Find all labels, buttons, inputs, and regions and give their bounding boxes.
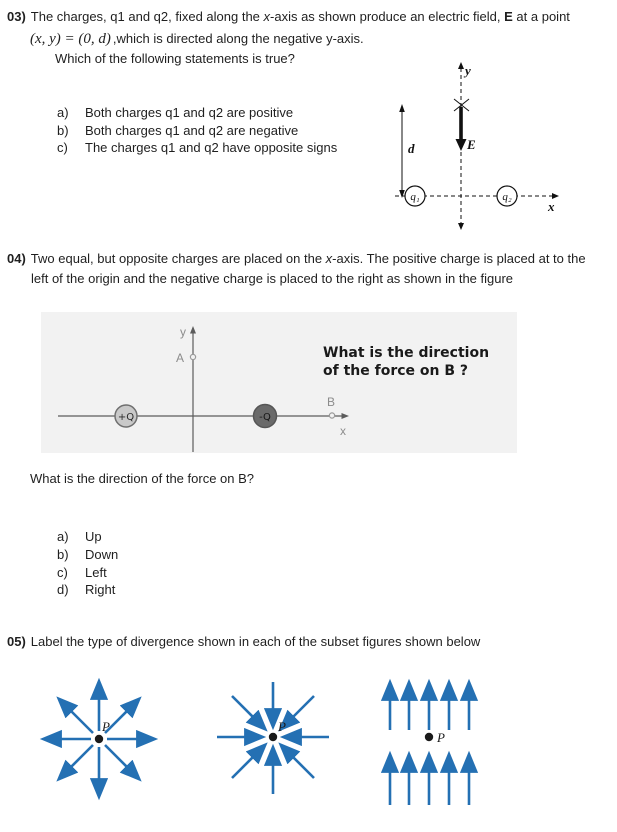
d-measure-label: d <box>408 141 415 156</box>
fig4-y-axis-arrowhead <box>190 326 196 334</box>
q03-text-3: at a point <box>512 9 570 24</box>
q03-field-diagram <box>393 60 565 232</box>
fig4-point-B-marker <box>329 413 334 418</box>
q04-option-a <box>57 529 118 547</box>
point-P-label: P <box>102 719 110 734</box>
fig4-point-B-label: B <box>327 395 336 409</box>
arrow-down-left <box>60 745 93 778</box>
q03-option-b-text: Both charges q1 and q2 are negative <box>85 122 299 138</box>
q03-text-E-bold: E <box>504 9 513 24</box>
arrow-up-left <box>60 700 93 733</box>
fig4-question-line2: of the force on B ? <box>323 363 469 379</box>
point-P-dot <box>95 735 103 743</box>
fig4-question-line1: What is the direction <box>323 345 490 361</box>
q04-figure-canvas <box>41 312 517 453</box>
q04-text-1: Two equal, but opposite charges are placed on the <box>30 251 326 266</box>
q03-text-4: ,which is directed along the negative y-axis. <box>112 31 364 46</box>
q03-option-c-label: c) <box>57 140 68 155</box>
arrow-from-top-right <box>282 696 314 728</box>
q03-option-a <box>57 105 337 123</box>
q04-line1 <box>7 250 586 267</box>
arrow-from-bottom-left <box>232 746 264 778</box>
q03-text-2: -axis as shown produce an electric field, <box>270 9 505 24</box>
fig4-y-axis-label: y <box>180 325 186 339</box>
E-vector-label: E <box>467 137 476 152</box>
y-axis-label: y <box>465 63 471 78</box>
fig4-negative-charge-label: -Q <box>259 412 271 423</box>
q04-text-2: -axis. The positive charge is placed at to the <box>332 251 586 266</box>
q05-figure-uniform-field <box>380 669 484 810</box>
q03-math-expression: (x, y) = (0, d) <box>30 31 111 47</box>
fig4-question-text <box>323 344 513 380</box>
fig4-point-A-label: A <box>176 351 185 365</box>
fig4-point-A-marker <box>190 354 195 359</box>
q04-option-c <box>57 565 118 583</box>
q04-option-d <box>57 582 118 600</box>
q04-option-d-label: d) <box>57 582 69 598</box>
fig4-x-axis-arrowhead <box>342 413 350 419</box>
q05-text: Label the type of divergence shown in each of the subset figures shown below <box>30 634 481 649</box>
x-axis-label: x <box>548 199 555 214</box>
point-P-label: P <box>278 719 286 734</box>
q04-number: 04) <box>7 251 26 266</box>
fig4-x-axis-label: x <box>340 424 346 438</box>
fig4-positive-charge-label: +Q <box>117 412 135 423</box>
q04-charges-figure <box>41 312 517 453</box>
q03-option-c <box>57 140 337 158</box>
q05-number: 05) <box>7 634 26 649</box>
q04-option-a-text: Up <box>85 529 102 544</box>
charge-q2-label: q₂ <box>502 191 512 203</box>
q03-option-a-label: a) <box>57 105 69 120</box>
q03-text-1: The charges, q1 and q2, fixed along the <box>30 9 264 24</box>
q03-number: 03) <box>7 9 26 24</box>
arrow-from-bottom-right <box>282 746 314 778</box>
q04-option-b <box>57 547 118 565</box>
q05-figure-sink-field <box>208 669 338 809</box>
y-axis-down-arrowhead <box>458 223 464 230</box>
q04-text-x-italic: x <box>325 251 333 266</box>
point-P-dot <box>425 733 433 741</box>
d-measure-bottom-arrowhead <box>399 190 405 198</box>
q04-line2: left of the origin and the negative charge is placed to the right as shown in the figure <box>31 271 514 286</box>
q04-option-b-label: b) <box>57 546 69 562</box>
q03-line2 <box>30 30 364 48</box>
q05-figure-source-field <box>35 671 165 807</box>
q04-option-b-text: Down <box>85 546 119 562</box>
uniform-arrows-bottom-row <box>390 756 469 805</box>
q05-line1 <box>7 633 480 650</box>
q03-option-b <box>57 123 337 141</box>
arrow-from-top-left <box>232 696 264 728</box>
q03-text-x-italic: x <box>263 9 271 24</box>
q04-options <box>57 529 118 600</box>
point-P-dot <box>269 733 277 741</box>
q03-options <box>57 105 337 158</box>
uniform-arrows-top-row <box>390 684 469 730</box>
q04-option-c-label: c) <box>57 564 68 580</box>
q04-question: What is the direction of the force on B? <box>30 471 255 486</box>
q04-option-d-text: Right <box>85 582 116 598</box>
q04-option-c-text: Left <box>85 564 107 580</box>
q03-prompt: Which of the following statements is true? <box>55 51 295 66</box>
charge-q1-label: q₁ <box>410 191 420 203</box>
point-P-label: P <box>437 730 445 745</box>
q03-line1 <box>7 8 570 25</box>
y-axis-up-arrowhead <box>458 62 464 69</box>
q03-option-c-text: The charges q1 and q2 have opposite signs <box>85 140 338 155</box>
q04-option-a-label: a) <box>57 529 69 544</box>
q03-option-a-text: Both charges q1 and q2 are positive <box>85 105 294 120</box>
E-vector-arrowhead <box>456 139 467 151</box>
q03-option-b-label: b) <box>57 122 69 138</box>
d-measure-top-arrowhead <box>399 104 405 112</box>
arrow-down-right <box>105 745 138 778</box>
